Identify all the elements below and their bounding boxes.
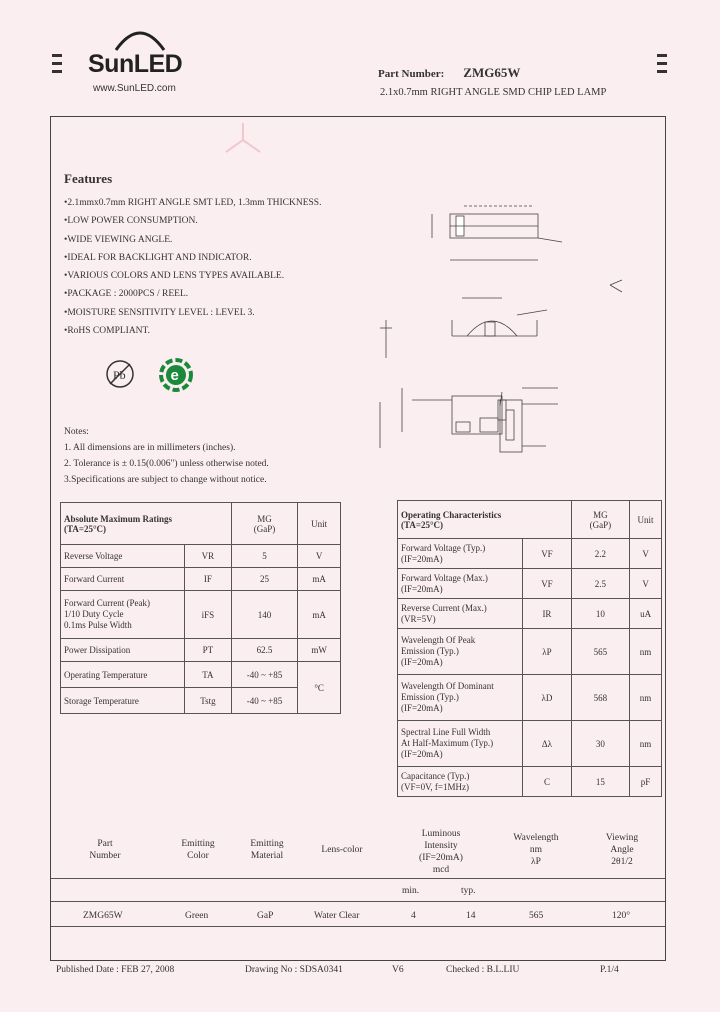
col-emitting-color: Emitting Color xyxy=(181,839,215,861)
note-item: 1. All dimensions are in millimeters (inches). xyxy=(64,443,236,453)
abs-row-val: 140 xyxy=(231,591,298,639)
col-part-number: Part Number xyxy=(89,839,121,861)
feature-item: •VARIOUS COLORS AND LENS TYPES AVAILABLE. xyxy=(64,271,285,282)
op-row-name: Reverse Current (Max.) (VR=5V) xyxy=(398,599,523,629)
divider xyxy=(51,878,665,879)
abs-row-sym: TA xyxy=(185,662,232,688)
feature-item: •PACKAGE : 2000PCS / REEL. xyxy=(64,289,189,300)
notes-title: Notes: xyxy=(64,427,89,437)
op-row-unit: nm xyxy=(630,675,662,721)
notes xyxy=(64,424,269,488)
dimension-drawing xyxy=(372,188,672,468)
gap-label: (GaP) xyxy=(253,523,276,534)
feature-item: •IDEAL FOR BACKLIGHT AND INDICATOR. xyxy=(64,252,252,263)
col-viewing-angle: Viewing Angle 2θ1/2 xyxy=(605,833,639,867)
col-emitting-material: Emitting Material xyxy=(250,839,284,861)
abs-max-header xyxy=(61,503,232,545)
row-typ: 14 xyxy=(466,911,476,921)
drawing-number: Drawing No : SDSA0341 xyxy=(245,965,343,975)
website-link[interactable]: www.SunLED.com xyxy=(93,83,176,94)
op-row-unit: V xyxy=(630,569,662,599)
row-color: Green xyxy=(185,911,209,921)
mg-label: MG xyxy=(257,513,272,524)
right-marks xyxy=(657,54,671,78)
op-row-sym: VF xyxy=(523,569,571,599)
op-row-unit: nm xyxy=(630,721,662,767)
abs-row-name: Operating Temperature xyxy=(61,662,185,688)
feature-item: •LOW POWER CONSUMPTION. xyxy=(64,216,198,227)
row-angle: 120° xyxy=(612,911,631,921)
part-number xyxy=(378,65,520,81)
absolute-max-table xyxy=(60,502,341,714)
part-number-label: Part Number: xyxy=(378,68,445,80)
op-row-val: 30 xyxy=(571,721,630,767)
features-title: Features xyxy=(64,171,113,186)
feature-item: •2.1mmx0.7mm RIGHT ANGLE SMT LED, 1.3mm THICKNESS. xyxy=(64,198,322,208)
version: V6 xyxy=(392,965,404,975)
typ-label: typ. xyxy=(461,886,476,896)
feature-item: •WIDE VIEWING ANGLE. xyxy=(64,234,173,245)
abs-row-sym: iFS xyxy=(185,591,232,639)
op-row-val: 15 xyxy=(571,767,630,797)
abs-row-unit: mA xyxy=(298,591,341,639)
op-row-sym: VF xyxy=(523,539,571,569)
abs-max-title: Absolute Maximum Ratings xyxy=(64,513,173,524)
abs-row-name: Power Dissipation xyxy=(61,639,185,662)
abs-row-val: 25 xyxy=(231,568,298,591)
abs-row-sym: PT xyxy=(185,639,232,662)
op-row-name: Forward Voltage (Max.) (IF=20mA) xyxy=(398,569,523,599)
row-part: ZMG65W xyxy=(83,911,123,921)
op-row-name: Capacitance (Typ.) (VF=0V, f=1MHz) xyxy=(398,767,523,797)
abs-row-val: -40 ~ +85 xyxy=(231,662,298,688)
row-min: 4 xyxy=(411,911,416,921)
abs-row-unit: °C xyxy=(298,662,341,714)
checked-by: Checked : B.L.LIU xyxy=(446,965,520,975)
e-text: e xyxy=(170,367,179,384)
abs-row-name: Forward Current (Peak) 1/10 Duty Cycle 0.1ms Pulse Width xyxy=(61,591,185,639)
abs-row-unit: mW xyxy=(298,639,341,662)
features-list xyxy=(64,194,321,340)
abs-row-name: Forward Current xyxy=(61,568,185,591)
op-header xyxy=(398,501,572,539)
op-row-sym: IR xyxy=(523,599,571,629)
left-marks xyxy=(52,54,66,78)
published-date: Published Date : FEB 27, 2008 xyxy=(56,965,175,975)
subtitle: 2.1x0.7mm RIGHT ANGLE SMD CHIP LED LAMP xyxy=(380,87,607,98)
page-number: P.1/4 xyxy=(600,965,619,975)
row-lens: Water Clear xyxy=(314,911,360,921)
operating-characteristics-table xyxy=(397,500,662,797)
op-row-val: 565 xyxy=(571,629,630,675)
rohs-e-icon xyxy=(158,357,194,393)
op-row-unit: nm xyxy=(630,629,662,675)
op-row-name: Wavelength Of Peak Emission (Typ.) (IF=20mA) xyxy=(398,629,523,675)
col-lens-color: Lens-color xyxy=(321,845,363,855)
abs-max-unit: Unit xyxy=(298,503,341,545)
abs-row-sym: IF xyxy=(185,568,232,591)
min-label: min. xyxy=(402,886,420,896)
abs-row-val: 62.5 xyxy=(231,639,298,662)
op-row-val: 568 xyxy=(571,675,630,721)
feature-item: •MOISTURE SENSITIVITY LEVEL : LEVEL 3. xyxy=(64,307,255,318)
abs-row-val: -40 ~ +85 xyxy=(231,688,298,714)
abs-row-unit: V xyxy=(298,545,341,568)
op-row-name: Forward Voltage (Typ.) (IF=20mA) xyxy=(398,539,523,569)
op-row-unit: pF xyxy=(630,767,662,797)
col-wavelength: Wavelength nm λP xyxy=(513,833,559,867)
op-row-sym: λP xyxy=(523,629,571,675)
logo-arc-icon xyxy=(112,22,168,52)
op-row-name: Spectral Line Full Width At Half-Maximum (Typ.) (IF=20mA) xyxy=(398,721,523,767)
logo: SunLED xyxy=(88,50,183,78)
note-item: 3.Specifications are subject to change without notice. xyxy=(64,475,267,485)
watermark-icon xyxy=(218,118,268,158)
op-row-val: 2.5 xyxy=(571,569,630,599)
row-material: GaP xyxy=(257,911,274,921)
feature-item: •RoHS COMPLIANT. xyxy=(64,326,151,337)
op-row-sym: C xyxy=(523,767,571,797)
row-wavelength: 565 xyxy=(529,911,544,921)
part-number-value: ZMG65W xyxy=(463,65,521,80)
abs-row-sym: Tstg xyxy=(185,688,232,714)
gap-label: (GaP) xyxy=(589,519,612,530)
abs-row-sym: VR xyxy=(185,545,232,568)
divider xyxy=(51,901,665,902)
op-row-unit: uA xyxy=(630,599,662,629)
abs-max-cond: (TA=25°C) xyxy=(64,523,107,534)
abs-row-name: Reverse Voltage xyxy=(61,545,185,568)
pb-text: Pb xyxy=(113,368,126,382)
op-row-name: Wavelength Of Dominant Emission (Typ.) (IF=20mA) xyxy=(398,675,523,721)
divider xyxy=(51,926,665,927)
mg-label: MG xyxy=(593,509,608,520)
op-mg xyxy=(571,501,630,539)
op-row-sym: λD xyxy=(523,675,571,721)
op-row-val: 10 xyxy=(571,599,630,629)
op-row-sym: Δλ xyxy=(523,721,571,767)
note-item: 2. Tolerance is ± 0.15(0.006") unless otherwise noted. xyxy=(64,459,269,469)
op-title: Operating Characteristics xyxy=(401,509,502,520)
op-row-val: 2.2 xyxy=(571,539,630,569)
pb-free-icon xyxy=(104,358,136,390)
op-cond: (TA=25°C) xyxy=(401,519,444,530)
op-unit: Unit xyxy=(630,501,662,539)
abs-row-name: Storage Temperature xyxy=(61,688,185,714)
abs-max-mg xyxy=(231,503,298,545)
abs-row-val: 5 xyxy=(231,545,298,568)
features-section xyxy=(64,171,112,187)
abs-row-unit: mA xyxy=(298,568,341,591)
col-luminous-intensity: Luminous Intensity (IF=20mA) mcd xyxy=(419,829,463,875)
op-row-unit: V xyxy=(630,539,662,569)
